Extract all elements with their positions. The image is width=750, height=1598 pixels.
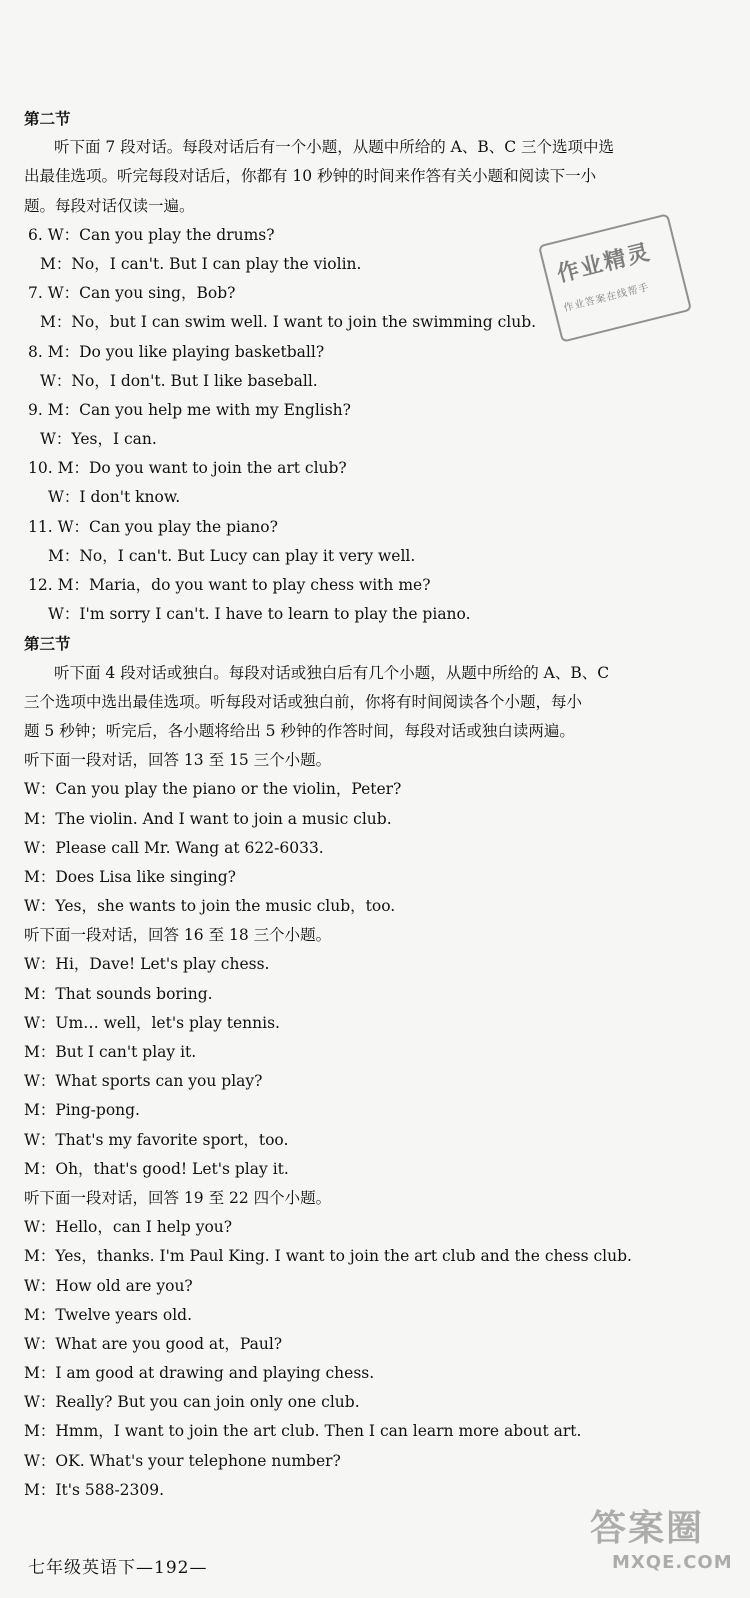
site-watermark <box>590 1500 740 1590</box>
part1-line-1: W：Can you play the piano or the violin，Peter? <box>24 780 402 799</box>
section3-instruction-line-1: 听下面 4 段对话或独白。每段对话或独白后有几个小题，从题中所给的 A、B、C <box>54 663 610 682</box>
stamp-sub-text: 作业答案在线帮手 <box>562 282 651 315</box>
dialogue-8-answer: W：No，I don't. But I like baseball. <box>40 371 318 390</box>
section2-instruction-line-3: 题。每段对话仅读一遍。 <box>24 196 195 215</box>
part3-line-7: W：Really? But you can join only one club. <box>24 1393 360 1412</box>
part3-line-9: W：OK. What's your telephone number? <box>24 1451 341 1470</box>
watermark-url-text: MXQE.COM <box>612 1552 733 1573</box>
section3-instruction-line-2: 三个选项中选出最佳选项。听每段对话或独白前，你将有时间阅读各个小题，每小 <box>24 692 583 711</box>
section2-heading: 第二节 <box>24 109 71 128</box>
dialogue-6-question: 6. W：Can you play the drums? <box>28 225 275 244</box>
part2-line-1: W：Hi，Dave! Let's play chess. <box>24 955 270 974</box>
part1-intro: 听下面一段对话，回答 13 至 15 三个小题。 <box>24 751 332 770</box>
page-footer: 七年级英语下—192— <box>28 1558 208 1578</box>
dialogue-7-question: 7. W：Can you sing，Bob? <box>28 284 236 303</box>
dialogue-7-answer: M：No，but I can swim well. I want to join the swimming club. <box>40 313 537 332</box>
part1-line-3: W：Please call Mr. Wang at 622-6033. <box>24 838 324 857</box>
part2-intro: 听下面一段对话，回答 16 至 18 三个小题。 <box>24 926 332 945</box>
part2-line-2: M：That sounds boring. <box>24 984 213 1003</box>
part3-line-4: M：Twelve years old. <box>24 1305 193 1324</box>
part2-line-6: M：Ping-pong. <box>24 1101 140 1120</box>
dialogue-11-answer: M：No，I can't. But Lucy can play it very well. <box>48 546 416 565</box>
part3-line-6: M：I am good at drawing and playing chess. <box>24 1364 375 1383</box>
part1-line-2: M：The violin. And I want to join a music club. <box>24 809 392 828</box>
section3-heading: 第三节 <box>24 634 71 654</box>
part2-line-8: M：Oh，that's good! Let's play it. <box>24 1159 289 1178</box>
dialogue-10-question: 10. M：Do you want to join the art club? <box>28 459 347 478</box>
part2-line-5: W：What sports can you play? <box>24 1072 263 1091</box>
section2-instruction-line-1: 听下面 7 段对话。每段对话后有一个小题，从题中所给的 A、B、C 三个选项中选 <box>54 138 615 157</box>
part3-line-3: W：How old are you? <box>24 1276 193 1295</box>
dialogue-8-question: 8. M：Do you like playing basketball? <box>28 342 325 361</box>
dialogue-11-question: 11. W：Can you play the piano? <box>28 517 278 536</box>
part1-line-5: W：Yes，she wants to join the music club，too. <box>24 897 396 916</box>
part3-line-8: M：Hmm，I want to join the art club. Then I can learn more about art. <box>24 1422 582 1441</box>
part2-line-3: W：Um… well，let's play tennis. <box>24 1013 280 1032</box>
part2-line-7: W：That's my favorite sport，too. <box>24 1130 289 1149</box>
part2-line-4: M：But I can't play it. <box>24 1043 197 1061</box>
watermark-main-text: 答案圈 <box>590 1508 705 1549</box>
part3-line-10: M：It's 588-2309. <box>24 1480 165 1499</box>
dialogue-12-answer: W：I'm sorry I can't. I have to learn to play the piano. <box>48 605 471 624</box>
part3-line-5: W：What are you good at，Paul? <box>24 1334 283 1353</box>
part3-line-2: M：Yes，thanks. I'm Paul King. I want to join the art club and the chess club. <box>24 1247 632 1266</box>
section2-instruction-line-2: 出最佳选项。听完每段对话后，你都有 10 秒钟的时间来作答有关小题和阅读下一小 <box>24 167 597 186</box>
dialogue-10-answer: W：I don't know. <box>48 488 181 507</box>
part3-intro: 听下面一段对话，回答 19 至 22 四个小题。 <box>24 1188 332 1207</box>
dialogue-9-question: 9. M：Can you help me with my English? <box>28 400 351 419</box>
dialogue-9-answer: W：Yes，I can. <box>40 430 157 449</box>
stamp-main-text: 作业精灵 <box>554 239 654 288</box>
section3-instruction-line-3: 题 5 秒钟；听完后，各小题将给出 5 秒钟的作答时间，每段对话或独白读两遍。 <box>24 721 575 740</box>
dialogue-6-answer: M：No，I can't. But I can play the violin. <box>40 254 362 273</box>
part1-line-4: M：Does Lisa like singing? <box>24 867 236 886</box>
dialogue-12-question: 12. M：Maria，do you want to play chess with me? <box>28 576 431 594</box>
part3-line-1: W：Hello，can I help you? <box>24 1218 233 1237</box>
